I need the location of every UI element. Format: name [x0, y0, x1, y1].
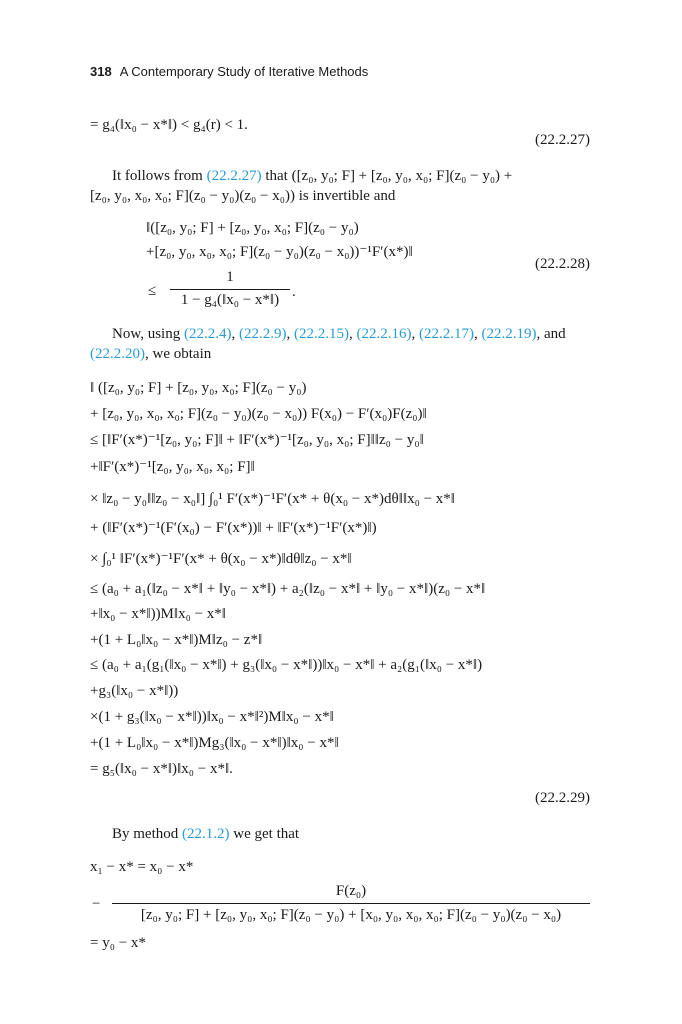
equation-number: (22.2.28) [535, 256, 590, 272]
equation-line: = g₅(‖x₀ − x*‖)‖x₀ − x*‖. [90, 761, 233, 777]
equation-line: ‖ ([z₀, y₀; F] + [z₀, y₀, x₀; F](z₀ − y₀) [90, 380, 307, 396]
text: , and [536, 326, 566, 342]
text: , we obtain [145, 346, 212, 362]
fraction-denominator: 1 − g₄(‖x₀ − x*‖) [180, 292, 280, 308]
equation-line: ≤ (a₀ + a₁(g₁(‖x₀ − x*‖) + g₃(‖x₀ − x*‖))‖x₀ − x*‖ + a₂(g₁(‖x₀ − x*‖) [90, 657, 483, 673]
equation-line: +(1 + L₀‖x₀ − x*‖)M‖z₀ − z*‖ [90, 632, 263, 648]
equation-line: ≤ [‖F′(x*)⁻¹[z₀, y₀; F]‖ + ‖F′(x*)⁻¹[z₀, y₀, x₀; F]‖‖z₀ − y₀‖ [90, 432, 424, 448]
equation-line: = y₀ − x* [90, 935, 146, 951]
equation-ref-link[interactable]: (22.2.27) [206, 168, 262, 184]
fraction-numerator: F(z₀) [335, 883, 367, 899]
equation-line: x₁ − x* = x₀ − x* [90, 859, 194, 875]
equation-line: +g₃(‖x₀ − x*‖)) [90, 683, 179, 699]
fraction-bar [112, 903, 590, 904]
equation-line: × ‖z₀ − y₀‖‖z₀ − x₀‖] ∫₀¹ F′(x*)⁻¹F′(x* + θ(x₀ − x*)dθ‖‖x₀ − x*‖ [90, 491, 456, 507]
paragraph-line: Now, using (22.2.4), (22.2.9), (22.2.15), (22.2.16), (22.2.17), (22.2.19), and [112, 326, 566, 342]
equation-line: × ∫₀¹ ‖F′(x*)⁻¹F′(x* + θ(x₀ − x*)‖dθ‖z₀ − x*‖ [90, 551, 352, 567]
paragraph-line [112, 167, 512, 185]
equation-line: +(1 + L₀‖x₀ − x*‖)Mg₃(‖x₀ − x*‖)‖x₀ − x*‖ [90, 735, 339, 751]
equation-ref-link[interactable]: (22.2.20) [90, 346, 145, 362]
equation-line: ×(1 + g₃(‖x₀ − x*‖))‖x₀ − x*‖²)M‖x₀ − x*‖ [90, 709, 334, 725]
equation-line: = g₄(‖x₀ − x*‖) < g₄(r) < 1. [90, 117, 248, 133]
equation-ref-link[interactable]: (22.2.4) [183, 326, 232, 342]
running-title: A Contemporary Study of Iterative Methods [119, 64, 369, 79]
equation-line: + (‖F′(x*)⁻¹(F′(x₀) − F′(x*))‖ + ‖F′(x*)⁻¹F′(x*)‖) [90, 520, 377, 536]
paragraph-line: [z₀, y₀, x₀, x₀; F](z₀ − y₀)(z₀ − x₀)) is invertible and [90, 188, 396, 204]
text: It follows from [112, 168, 207, 184]
equation-ref-link[interactable]: (22.2.9) [238, 326, 287, 342]
fraction-numerator: 1 [226, 269, 234, 285]
fraction-denominator: [z₀, y₀; F] + [z₀, y₀, x₀; F](z₀ − y₀) + [x₀, y₀, x₀, x₀; F](z₀ − y₀)(z₀ − x₀) [140, 907, 562, 923]
text: that ([z₀, y₀; F] + [z₀, y₀, x₀; F](z₀ − y₀) + [261, 168, 513, 184]
minus-symbol: − [92, 896, 101, 912]
equation-ref-link[interactable]: (22.1.2) [182, 826, 230, 842]
equation-ref-link[interactable]: (22.2.17) [418, 326, 474, 342]
equation-line: +[z₀, y₀, x₀, x₀; F](z₀ − y₀)(z₀ − x₀))⁻¹F′(x*)‖ [146, 244, 413, 260]
equation-number: (22.2.27) [535, 132, 590, 148]
equation-line: + [z₀, y₀, x₀, x₀; F](z₀ − y₀)(z₀ − x₀)) F(x₀) − F′(x₀)F(z₀)‖ [90, 406, 427, 422]
text: we get that [229, 826, 300, 842]
equation-line: +‖F′(x*)⁻¹[z₀, y₀, x₀, x₀; F]‖ [90, 459, 255, 475]
equation-ref-link[interactable]: (22.2.15) [293, 326, 349, 342]
equation-ref-link[interactable]: (22.2.16) [356, 326, 412, 342]
fraction-bar [170, 289, 290, 290]
equation-number: (22.2.29) [535, 790, 590, 806]
equation-line: +‖x₀ − x*‖))M‖x₀ − x*‖ [90, 606, 227, 622]
running-header [90, 64, 368, 79]
equation-ref-link[interactable]: (22.2.19) [481, 326, 537, 342]
text: By method [112, 826, 182, 842]
paragraph-line [90, 345, 211, 363]
leq-symbol: ≤ [148, 283, 157, 299]
equation-line: ‖([z₀, y₀; F] + [z₀, y₀, x₀; F](z₀ − y₀) [146, 220, 359, 236]
period: . [292, 284, 296, 300]
page-number: 318 [90, 64, 112, 79]
equation-line: ≤ (a₀ + a₁(‖z₀ − x*‖ + ‖y₀ − x*‖) + a₂(‖z₀ − x*‖ + ‖y₀ − x*‖)(z₀ − x*‖ [90, 581, 486, 597]
text: Now, using [112, 326, 184, 342]
paragraph-line [112, 825, 299, 843]
